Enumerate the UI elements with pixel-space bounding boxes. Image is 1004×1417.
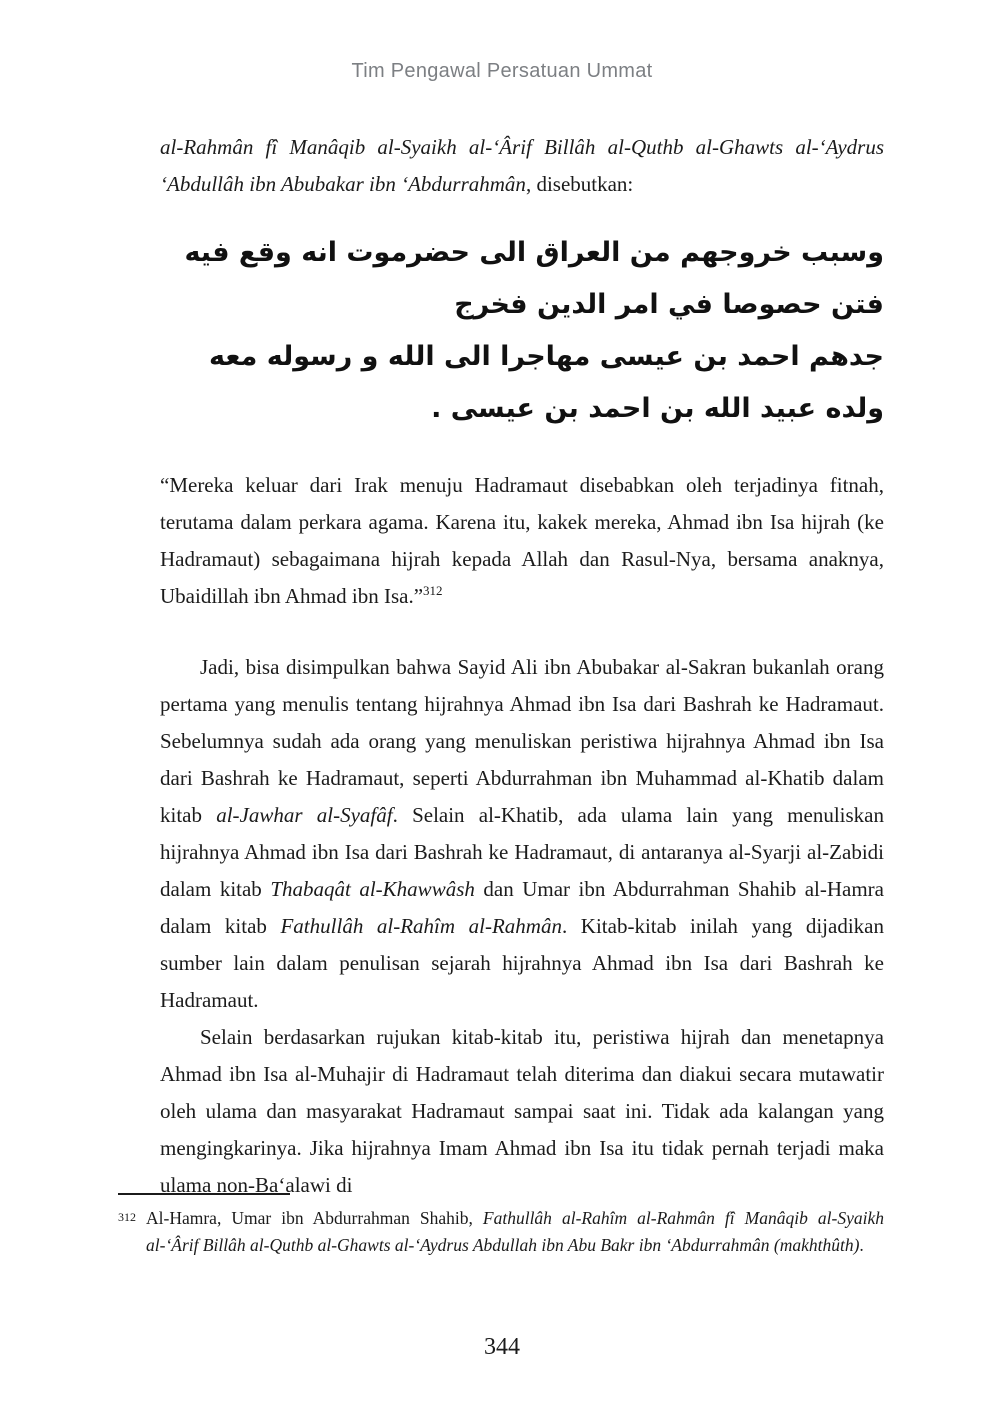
arabic-line-2: جدهم احمد بن عيسى مهاجرا الى الله و رسوله معه ولده عبيد الله بن احمد بن عيسى . bbox=[209, 341, 884, 424]
intro-paragraph bbox=[160, 129, 884, 203]
footnote-number: 312 bbox=[118, 1210, 136, 1224]
translation-quote-paragraph bbox=[160, 467, 884, 615]
paragraph-text: . Selain al-Khatib, ada ulama lain yang menuliskan hijrahnya Ahmad ibn Isa dari Bashrah ke Hadramaut, di antaranya al-Syarji al-Zabidi dalam kitab bbox=[160, 803, 884, 901]
footnote-reference: 312 bbox=[423, 583, 443, 598]
footnote-312 bbox=[118, 1205, 884, 1259]
quote-text: “Mereka keluar dari Irak menuju Hadramaut disebabkan oleh terjadinya fitnah, terutama dalam perkara agama. Karena itu, kakek mereka, Ahmad ibn Isa hijrah (ke Hadramaut) sebagaimana hijrah kepada Allah dan Rasul-Nya, bersama anaknya, Ubaidillah ibn Ahmad ibn Isa.” bbox=[160, 473, 884, 608]
body-paragraph-selain bbox=[160, 1019, 884, 1204]
arabic-line-1: وسبب خروجهم من العراق الى حضرموت انه وقع فيه فتن حصوصا في امر الدين فخرج bbox=[184, 237, 884, 320]
paragraph-text: . Kitab-kitab inilah yang dijadikan sumber lain dalam penulisan sejarah hijrahnya Ahmad ibn Isa dari Bashrah ke Hadramaut. bbox=[160, 914, 884, 1012]
footnote-title-italic: Fathullâh al-Rahîm al-Rahmân fî Manâqib al-Syaikh al-‘Ârif Billâh al-Quthb al-Ghawts al-‘Aydrus Abdullah ibn Abu Bakr ibn ‘Abdurrahmân (makhthûth) bbox=[146, 1208, 884, 1255]
footnote-text: . bbox=[859, 1235, 864, 1255]
book-title-italic: al-Rahmân fî Manâqib al-Syaikh al-‘Ârif Billâh al-Quthb al-Ghawts al-‘Aydrus ‘Abdullâh ibn Abubakar ibn ‘Abdurrahmân bbox=[160, 135, 884, 196]
footnote-divider bbox=[118, 1193, 290, 1195]
footnote-text: Al-Hamra, Umar ibn Abdurrahman Shahib, bbox=[146, 1208, 483, 1228]
intro-rest: , disebutkan: bbox=[525, 172, 634, 196]
paragraph-text: dan Umar ibn Abdurrahman Shahib al-Hamra dalam kitab bbox=[160, 877, 884, 938]
kitab-title-italic: al-Jawhar al-Syafâf bbox=[216, 803, 393, 827]
body-paragraph-jadi bbox=[160, 649, 884, 1019]
footnote-block bbox=[118, 1193, 884, 1259]
kitab-title-italic: Fathullâh al-Rahîm al-Rahmân bbox=[280, 914, 562, 938]
running-header: Tim Pengawal Persatuan Ummat bbox=[351, 60, 653, 82]
arabic-quote bbox=[160, 227, 884, 435]
paragraph-text: Selain berdasarkan rujukan kitab-kitab itu, peristiwa hijrah dan menetapnya Ahmad ibn Isa al-Muhajir di Hadramaut telah diterima dan diakui secara mutawatir oleh ulama dan masyarakat Hadramaut sampai saat ini. Tidak ada kalangan yang mengingkarinya. Jika hijrahnya Imam Ahmad ibn Isa itu tidak pernah terjadi maka ulama non-Ba‘alawi di bbox=[160, 1025, 884, 1197]
kitab-title-italic: Thabaqât al-Khawwâsh bbox=[270, 877, 475, 901]
page-number: 344 bbox=[484, 1334, 520, 1360]
paragraph-text: Jadi, bisa disimpulkan bahwa Sayid Ali ibn Abubakar al-Sakran bukanlah orang pertama yang menulis tentang hijrahnya Ahmad ibn Isa dari Bashrah ke Hadramaut. Sebelumnya sudah ada orang yang menuliskan peristiwa hijrahnya Ahmad ibn Isa dari Bashrah ke Hadramaut, seperti Abdurrahman ibn Muhammad al-Khatib dalam kitab bbox=[160, 655, 884, 827]
text-column bbox=[160, 129, 884, 1204]
